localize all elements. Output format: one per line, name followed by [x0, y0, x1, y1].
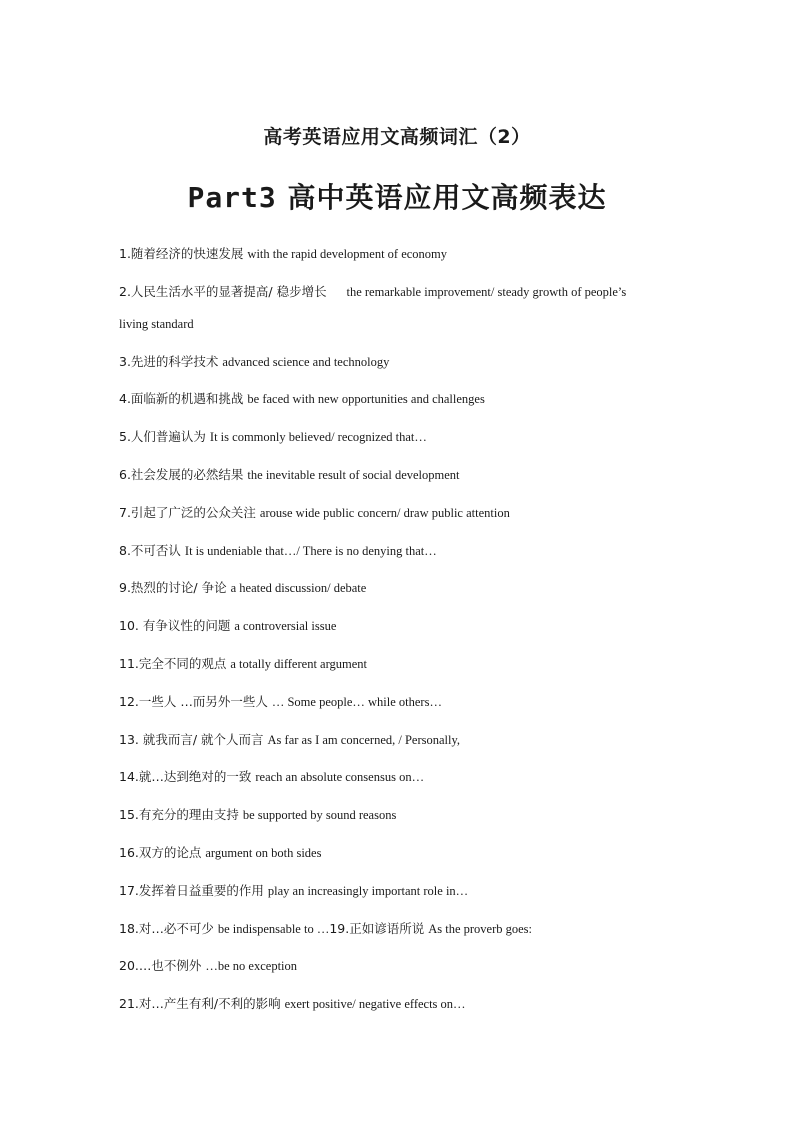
- part-title: [0, 176, 794, 216]
- entry-english: play an increasingly important role in…: [267, 883, 469, 898]
- list-item: [119, 724, 639, 756]
- entry-chinese: 10. 有争议性的问题: [119, 618, 231, 634]
- entry-english: a heated discussion/ debate: [230, 581, 367, 596]
- entry-english: As the proverb goes:: [428, 921, 532, 936]
- entry-english: a controversial issue: [234, 619, 337, 634]
- list-item: [119, 950, 639, 982]
- list-item: [119, 837, 639, 869]
- list-item: [119, 799, 639, 831]
- entry-chinese: 13. 就我而言/ 就个人而言: [119, 731, 264, 747]
- list-item: [119, 988, 639, 1020]
- entry-english: …be no exception: [205, 959, 298, 974]
- entry-english: with the rapid development of economy: [247, 247, 448, 261]
- entry-chinese: 2.人民生活水平的显著提高/ 稳步增长: [119, 283, 327, 299]
- entry-english: the inevitable result of social development: [247, 467, 460, 482]
- entry-chinese: 9.热烈的讨论/ 争论: [119, 580, 227, 596]
- list-item: [119, 761, 639, 793]
- entry-english: As far as I am concerned, / Personally,: [267, 732, 461, 747]
- list-item: [119, 276, 639, 340]
- document-title: 高考英语应用文高频词汇（2）: [263, 126, 531, 148]
- entry-chinese: 12.一些人 …而另外一些人: [119, 693, 268, 709]
- entry-english: It is commonly believed/ recognized that…: [209, 430, 427, 445]
- list-item: [119, 383, 639, 415]
- list-item: [119, 572, 639, 604]
- list-item: [119, 875, 639, 907]
- entry-english: It is undeniable that…/ There is no denying that…: [184, 543, 437, 558]
- part-title-text: 高中英语应用文高频表达: [287, 181, 607, 214]
- entry-chinese: 6.社会发展的必然结果: [119, 466, 244, 482]
- entry-english: arouse wide public concern/ draw public attention: [259, 505, 510, 520]
- entry-chinese: 1.随着经济的快速发展: [119, 246, 244, 261]
- part-title-code: Part3: [187, 181, 277, 214]
- list-item: [119, 497, 639, 529]
- entry-chinese: 8.不可否认: [119, 542, 181, 558]
- entry-chinese: 21.对…产生有利/不利的影响: [119, 996, 281, 1012]
- entry-english: … Some people… while others…: [271, 694, 442, 709]
- entry-chinese: 3.先进的科学技术: [119, 353, 219, 369]
- list-item: [119, 421, 639, 453]
- list-item: [119, 648, 639, 680]
- entry-chinese: 4.面临新的机遇和挑战: [119, 391, 244, 407]
- entry-english: be supported by sound reasons: [242, 808, 397, 823]
- expression-list: [119, 238, 639, 1026]
- entry-chinese: 20.…也不例外: [119, 958, 202, 974]
- list-item: [119, 686, 639, 718]
- entry-chinese: 15.有充分的理由支持: [119, 807, 239, 823]
- entry-chinese: 11.完全不同的观点: [119, 655, 227, 671]
- entry-chinese: 19.正如谚语所说: [329, 920, 425, 936]
- entry-english: exert positive/ negative effects on…: [284, 997, 466, 1012]
- entry-english: be faced with new opportunities and challenges: [247, 392, 485, 407]
- entry-english: be indispensable to …: [217, 921, 330, 936]
- entry-english: a totally different argument: [230, 656, 368, 671]
- entry-chinese: 14.就…达到绝对的一致: [119, 769, 252, 785]
- entry-chinese: 16.双方的论点: [119, 844, 202, 860]
- list-item: [119, 238, 639, 270]
- entry-chinese: 5.人们普遍认为: [119, 429, 206, 445]
- entry-english: reach an absolute consensus on…: [255, 770, 425, 785]
- list-item: [119, 459, 639, 491]
- entry-chinese: 17.发挥着日益重要的作用: [119, 882, 264, 898]
- entry-english: argument on both sides: [205, 845, 322, 860]
- list-item: [119, 535, 639, 567]
- entry-chinese: 18.对…必不可少: [119, 920, 214, 936]
- list-item: [119, 610, 639, 642]
- list-item: [119, 346, 639, 378]
- entry-english: advanced science and technology: [222, 354, 390, 369]
- entry-chinese: 7.引起了广泛的公众关注: [119, 504, 256, 520]
- entry-english: the remarkable improvement/ steady growth of people’s living standard: [119, 284, 627, 331]
- list-item: [119, 913, 639, 945]
